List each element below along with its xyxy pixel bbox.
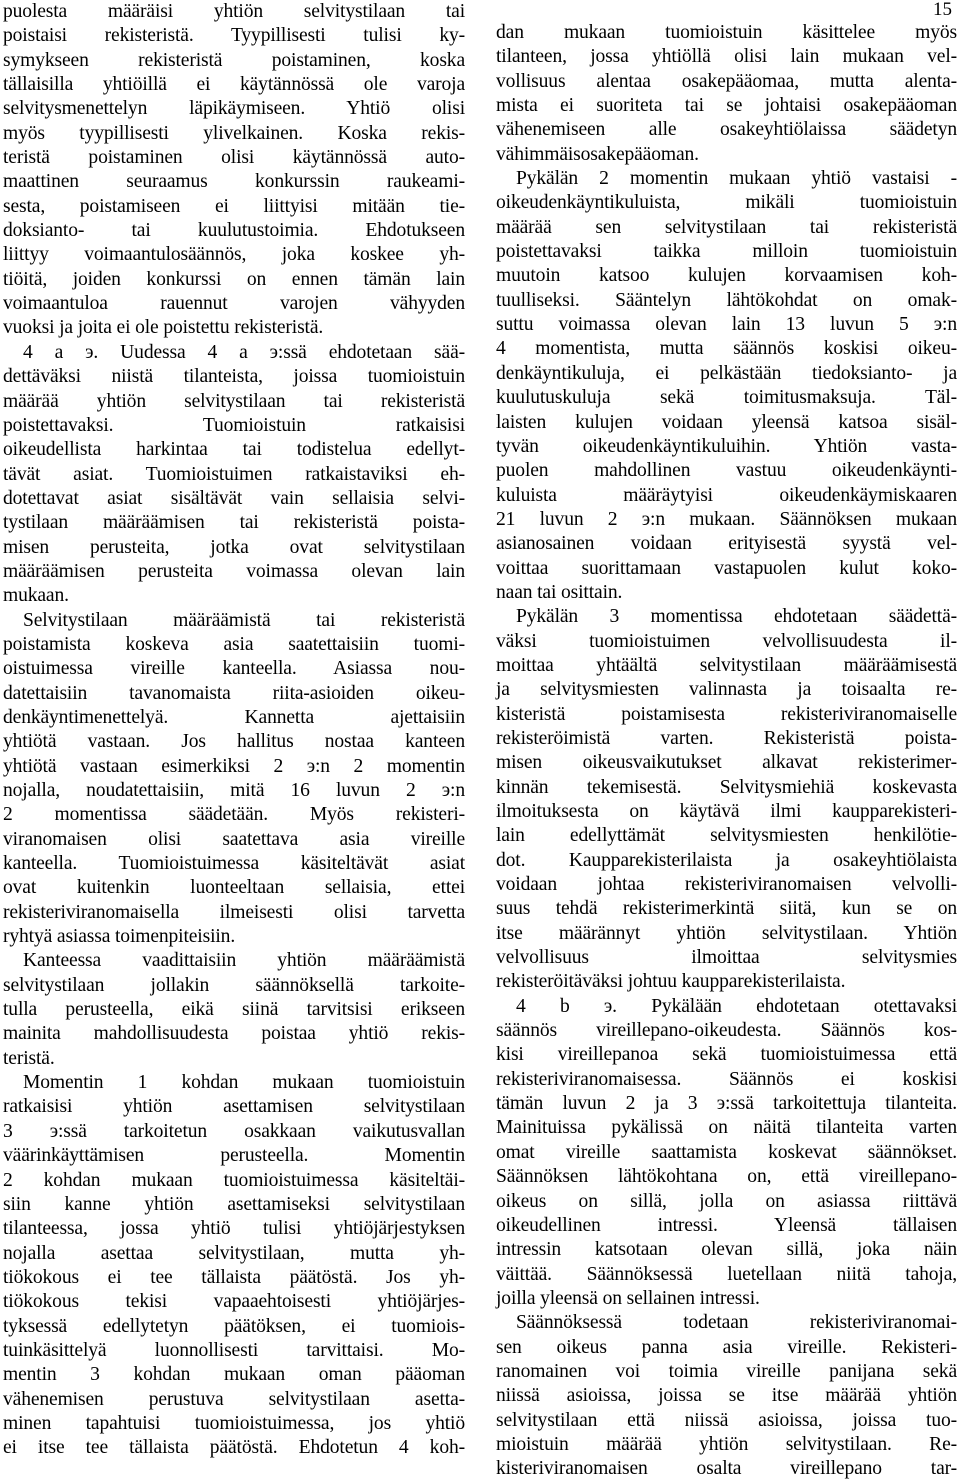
text-line: väksi tuomioistuimen velvollisuudesta il- xyxy=(496,630,957,652)
text-line: tilanteen, jossa yhtiöllä olisi lain mukaan vel- xyxy=(496,46,957,68)
text-line: tiökokous ei tee tällaista päätöstä. Jos yh- xyxy=(3,1266,465,1288)
text-line: maattinen seuraamus konkurssin raukeami- xyxy=(3,171,465,193)
text-line: kuulutuskuluja sekä toimitusmaksuja. Täl- xyxy=(496,387,957,409)
text-line: Momentin 1 kohdan mukaan tuomioistuin xyxy=(23,1072,465,1094)
text-line: puolen mahdollinen vastuu oikeudenkäynti- xyxy=(496,460,957,482)
text-line: mioistuin määrää yhtiön selvitystilaan. Re- xyxy=(496,1433,957,1455)
text-line: puolesta määräisi yhtiön selvitystilaan tai xyxy=(3,1,465,22)
text-line: omat vireille saattamista koskevat säännökset. xyxy=(496,1141,957,1163)
text-line: niissä asioissa, joissa se itse määrää yhtiön xyxy=(496,1385,957,1407)
text-line: selvitystilaan jollakin säännöksellä tarkoite- xyxy=(3,974,465,996)
text-line: voittaa suorittamaan vastapuolen kulut koko- xyxy=(496,557,957,579)
text-line: Säännöksessä todetaan rekisteriviranomai- xyxy=(516,1312,957,1334)
text-line: intressin katsotaan olevan sillä, joka näin xyxy=(496,1239,957,1261)
text-line: kinnän tekemisestä. Selvitysmiehiä koskevasta xyxy=(496,776,957,798)
text-line: säännös vireillepano-oikeudesta. Säännös kos- xyxy=(496,1020,957,1042)
text-line: joilla yleensä on sellainen intressi. xyxy=(496,1287,760,1309)
text-line: tilanteessa, jossa yhtiö tulisi yhtiöjärjestyksen xyxy=(3,1218,465,1240)
text-line: suus tehdä rekisterimerkintä siitä, kun se on xyxy=(496,898,957,920)
text-line: 4 a э. Uudessa 4 a э:ssä ehdotetaan sää- xyxy=(23,341,465,363)
text-line: nojalla asettaa selvitystilaan, mutta yh- xyxy=(3,1242,465,1264)
text-line: 21 luvun 2 э:n mukaan. Säännöksen mukaan xyxy=(496,508,957,530)
text-line: misen oikeusvaikutukset alkavat rekisterimer- xyxy=(496,752,957,774)
text-line: poistamista koskeva asia saatettaisiin tuomi- xyxy=(3,633,465,655)
text-line: väärinkäyttämisen perusteella. Momentin xyxy=(3,1145,465,1167)
text-line: Mainituissa pykälissä on näitä tilanteita varten xyxy=(496,1117,957,1139)
text-line: siin kanne yhtiön asettamiseksi selvitystilaan xyxy=(3,1193,465,1215)
text-line: itse määrännyt yhtiön selvitystilaan. Yhtiön xyxy=(496,922,957,944)
text-line: rekisteröimistä varten. Rekisteristä poista- xyxy=(496,727,957,749)
text-line: tystilaan määräämisen tai rekisteristä poista- xyxy=(3,512,465,534)
text-line: poistaisi rekisteristä. Tyypillisesti tulisi ky- xyxy=(3,25,465,47)
text-line: laisten kulujen voidaan yleensä katsoa sisäl- xyxy=(496,411,957,433)
text-line: misen perusteita, jotka ovat selvitystilaan xyxy=(3,536,465,558)
text-line: oistuimessa vireille kanteella. Asiassa nou- xyxy=(3,658,465,680)
text-line: vähenemiseen alle osakeyhtiölaissa säädetyn xyxy=(496,119,957,141)
text-line: mista ei suoriteta tai se johtaisi osakepääoman xyxy=(496,95,957,117)
text-line: yhtiötä vastaan. Jos hallitus nostaa kanteen xyxy=(3,731,465,753)
text-line: tuulliseksi. Sääntelyn lähtökohdat on omak- xyxy=(496,289,957,311)
text-line: sen oikeus panna asia vireille. Rekisteri- xyxy=(496,1336,957,1358)
text-line: ei itse tee tällaista päätöstä. Ehdotetun 4 koh- xyxy=(3,1437,465,1459)
text-line: oikeus on sillä, jolla on asiassa riittävä xyxy=(496,1190,957,1212)
text-line: datettaisiin tavanomaista riita-asioiden oikeu- xyxy=(3,682,465,704)
text-line: määrää yhtiön selvitystilaan tai rekisteristä xyxy=(3,390,465,412)
text-line: voidaan johtaa rekisteriviranomaisen velvolli- xyxy=(496,874,957,896)
text-line: teristä. xyxy=(3,1047,55,1069)
text-line: Säännöksen lähtökohtana on, että vireillepano- xyxy=(496,1166,957,1188)
text-line: Kanteessa vaadittaisiin yhtiön määräämistä xyxy=(23,950,465,972)
text-line: 2 kohdan mukaan tuomioistuimessa käsiteltäi- xyxy=(3,1169,465,1191)
text-line: rekisteriviranomaisessa. Säännös ei koskisi xyxy=(496,1068,957,1090)
text-line: muutoin katsoo kulujen korvaamisen koh- xyxy=(496,265,957,287)
text-line: kisteriviranomaisen osalta vireillepano tar- xyxy=(496,1458,957,1480)
text-line: sesta, poistamiseen ei liittyisi mitään tie- xyxy=(3,195,465,217)
text-line: 4 b э. Pykälään ehdotetaan otettavaksi xyxy=(516,995,957,1017)
page-number: 15 xyxy=(933,0,952,20)
text-line: selvitysmenettelyn läpikäymiseen. Yhtiö olisi xyxy=(3,98,465,120)
text-line: dan mukaan tuomioistuin käsittelee myös xyxy=(496,22,957,43)
text-line: 2 momentissa säädetään. Myös rekisteri- xyxy=(3,804,465,826)
text-line: nojalla, noudatettaisiin, mitä 16 luvun 2 э:n xyxy=(3,780,465,801)
text-line: symykseen rekisteristä poistaminen, koska xyxy=(3,49,465,71)
text-line: ovat kuitenkin luonteeltaan sellaisia, ettei xyxy=(3,877,465,899)
text-line: tuinkäsittelyä luonnollisesti tarvittaisi. Mo- xyxy=(3,1339,465,1361)
text-line: poistettavaksi taikka milloin tuomioistuin xyxy=(496,241,957,263)
right-text-column xyxy=(496,21,957,1482)
text-line: moittaa yhtäältä selvitystilaan määräämisestä xyxy=(496,654,957,676)
text-line: kanteella. Tuomioistuimessa käsiteltävät asiat xyxy=(3,853,465,875)
text-line: kuluista määräytyisi oikeudenkäymiskaaren xyxy=(496,484,957,506)
text-line: tällaisilla yhtiöillä ei käytännössä ole varoja xyxy=(3,74,465,96)
text-line: mentin 3 kohdan mukaan oman pääoman xyxy=(3,1364,465,1386)
text-line: ryhtyä asiassa toimenpiteisiin. xyxy=(3,926,236,948)
text-line: kisteristä poistamisesta rekisteriviranomaiselle xyxy=(496,703,957,725)
text-line: naan tai osittain. xyxy=(496,581,623,603)
text-line: Pykälän 2 momentin mukaan yhtiö vastaisi - xyxy=(516,168,957,190)
text-line: ratkaisisi yhtiön asettamisen selvitystilaan xyxy=(3,1096,465,1118)
text-line: denkäyntikuluja, ei pelkästään tiedoksianto- ja xyxy=(496,362,957,384)
text-line: mainita mahdollisuudesta poistaa yhtiö rekis- xyxy=(3,1023,465,1045)
text-line: denkäyntimenettelyä. Kannetta ajettaisiin xyxy=(3,706,465,728)
text-line: 4 momentista, mutta säännös koskisi oikeu- xyxy=(496,338,957,360)
text-line: dotettavat asiat sisältävät vain sellaisia selvi- xyxy=(3,487,465,509)
text-line: myös tyypillisesti ylivelkainen. Koska rekis- xyxy=(3,122,465,144)
text-line: dot. Kaupparekisterilaista ja osakeyhtiölaista xyxy=(496,849,957,871)
text-line: oikeudenkäyntikuluista, mikäli tuomioistuin xyxy=(496,192,957,214)
text-line: väittää. Säännöksessä luetellaan niitä tahoja, xyxy=(496,1263,957,1285)
text-line: suttu voimassa olevan lain 13 luvun 5 э:n xyxy=(496,314,957,336)
text-line: tämän luvun 2 ja 3 э:ssä tarkoitettuja tilanteita. xyxy=(496,1093,957,1115)
text-line: ilmoituksesta on käytävä ilmi kaupparekisteri- xyxy=(496,801,957,822)
text-line: tyksessä edellytetyn päätöksen, ei tuomiois- xyxy=(3,1315,465,1337)
text-line: 3 э:ssä tarkoitetun osakkaan vaikutusvallan xyxy=(3,1120,465,1142)
left-text-column xyxy=(3,0,465,1461)
text-line: määrää sen selvitystilaan tai rekisteristä xyxy=(496,216,957,238)
text-line: ranomainen voi toimia vireille panijana sekä xyxy=(496,1360,957,1382)
text-line: doksianto- tai kuulutustoimia. Ehdotukseen xyxy=(3,220,465,242)
text-line: tävät asiat. Tuomioistuimen ratkaistaviksi eh- xyxy=(3,463,465,485)
text-line: kisi vireillepanoa sekä tuomioistuimessa että xyxy=(496,1044,957,1066)
text-line: vähenemisen perustuva selvitystilaan asetta- xyxy=(3,1388,465,1410)
text-line: lain edellyttämät selvitysmiesten henkilötie- xyxy=(496,825,957,847)
text-line: minen tapahtuisi tuomioistuimessa, jos yhtiö xyxy=(3,1412,465,1434)
text-line: mukaan. xyxy=(3,585,69,607)
text-line: poistettavaksi. Tuomioistuin ratkaisisi xyxy=(3,414,465,436)
text-line: määräämisen perusteita voimassa olevan lain xyxy=(3,560,465,582)
text-line: tulla perusteella, eikä siinä tarvitsisi erikseen xyxy=(3,999,465,1021)
text-line: Selvitystilaan määräämistä tai rekisteristä xyxy=(23,609,465,631)
text-line: selvitystilaan että niissä asioissa, joissa tuo- xyxy=(496,1409,957,1431)
text-line: tiökokous tekisi vapaaehtoisesti yhtiöjärjes- xyxy=(3,1291,465,1313)
text-line: Pykälän 3 momentissa ehdotetaan säädettä- xyxy=(516,606,957,628)
text-line: viranomaisen olisi saatettava asia vireille xyxy=(3,828,465,850)
text-line: rekisteröitäväksi johtuu kaupparekisterilaista. xyxy=(496,971,846,993)
text-line: liittyy voimaantulosäännös, joka koskee yh- xyxy=(3,244,465,266)
text-line: vähimmäisosakepääoman. xyxy=(496,143,699,165)
text-line: ja selvitysmiesten valinnasta ja toisaalta re- xyxy=(496,679,957,701)
text-line: tyvän oikeudenkäyntikuluihin. Yhtiön vasta- xyxy=(496,435,957,457)
text-line: velvollisuus ilmoittaa selvitysmies xyxy=(496,947,957,969)
text-line: voimaantuloa rauennut varojen vähyyden xyxy=(3,293,465,315)
text-line: tiöitä, joiden konkurssi on ennen tämän lain xyxy=(3,268,465,290)
text-line: vollisuus alentaa osakepääomaa, mutta alenta- xyxy=(496,70,957,92)
text-line: oikeudellinen intressi. Yleensä tällaisen xyxy=(496,1214,957,1236)
text-line: yhtiötä vastaan esimerkiksi 2 э:n 2 momentin xyxy=(3,755,465,777)
text-line: teristä poistaminen olisi käytännössä auto- xyxy=(3,147,465,169)
text-line: dettäväksi niistä tilanteista, joissa tuomioistuin xyxy=(3,366,465,388)
text-line: rekisteriviranomaisella ilmeisesti olisi tarvetta xyxy=(3,901,465,923)
text-line: vuoksi ja joita ei ole poistettu rekisteristä. xyxy=(3,317,324,339)
text-line: oikeudellista harkintaa tai todistelua edellyt- xyxy=(3,439,465,461)
text-line: asianosainen voidaan erityisestä syystä vel- xyxy=(496,533,957,555)
